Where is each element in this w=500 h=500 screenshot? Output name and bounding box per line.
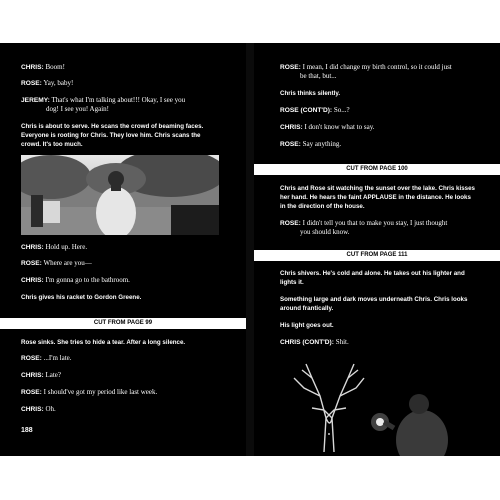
dialogue-line: CHRIS: Late? xyxy=(21,371,62,379)
stage-direction: Chris thinks silently. xyxy=(280,90,341,97)
dialogue-line: CHRIS (CONT'D): Shit. xyxy=(280,338,349,346)
dialogue-line: ROSE: I mean, I did change my birth control, so it could just xyxy=(280,63,452,71)
dialogue-line: ROSE: ...I'm late. xyxy=(21,354,72,362)
cut-from-page-banner: CUT FROM PAGE 100 xyxy=(254,164,500,175)
dialogue-line: ROSE: I didn't tell you that to make you stay, I just thought xyxy=(280,219,448,227)
cut-from-page-banner: CUT FROM PAGE 99 xyxy=(0,318,246,329)
dialogue-line: JEREMY: That's what I'm talking about!!! Okay, I see you xyxy=(21,96,186,104)
stage-direction: Everyone is rooting for Chris. They love him. Chris scans the xyxy=(21,132,201,139)
dark-scene-photo xyxy=(254,348,500,456)
dialogue-line-continued: you should know. xyxy=(300,228,350,236)
dialogue-line: ROSE: Where are you— xyxy=(21,259,92,267)
cut-from-page-banner: CUT FROM PAGE 111 xyxy=(254,250,500,261)
dialogue-line: ROSE: Say anything. xyxy=(280,140,342,148)
dialogue-line: CHRIS: Oh. xyxy=(21,405,56,413)
stage-direction: Something large and dark moves underneath Chris. Chris looks xyxy=(280,296,468,303)
dialogue-line-continued: be that, but... xyxy=(300,72,337,80)
right-page xyxy=(254,43,500,456)
dialogue-line: CHRIS: Hold up. Here. xyxy=(21,243,88,251)
film-still-photo xyxy=(21,155,219,235)
left-page xyxy=(0,43,246,456)
stage-direction: her hand. He hears the faint APPLAUSE in the distance. He looks xyxy=(280,194,471,201)
stage-direction: Chris shivers. He's cold and alone. He takes out his lighter and xyxy=(280,270,465,277)
dialogue-line-continued: dog! I see you! Again! xyxy=(46,105,109,113)
stage-direction: Rose sinks. She tries to hide a tear. After a long silence. xyxy=(21,339,186,346)
stage-direction: Chris and Rose sit watching the sunset over the lake. Chris kisses xyxy=(280,185,475,192)
lighter-flame xyxy=(376,418,384,426)
stage-direction: His light goes out. xyxy=(280,322,334,329)
stage-direction: in the direction of the house. xyxy=(280,203,365,210)
stage-direction: around frantically. xyxy=(280,305,334,312)
film-still-illustration xyxy=(21,155,219,235)
dialogue-line: CHRIS: I'm gonna go to the bathroom. xyxy=(21,276,130,284)
dialogue-line: CHRIS: I don't know what to say. xyxy=(280,123,375,131)
dialogue-line: ROSE: Yay, baby! xyxy=(21,79,74,87)
stage-direction: Chris is about to serve. He scans the crowd of beaming faces. xyxy=(21,123,204,130)
dark-scene-illustration xyxy=(254,348,500,456)
stage-direction: Chris gives his racket to Gordon Greene. xyxy=(21,294,142,301)
page-number: 188 xyxy=(21,427,33,434)
book-gutter xyxy=(246,43,254,456)
stage-direction: crowd. It's too much. xyxy=(21,141,83,148)
dialogue-line: ROSE: I should've got my period like last week. xyxy=(21,388,158,396)
dialogue-line: ROSE (CONT'D): So...? xyxy=(280,106,350,114)
dialogue-line: CHRIS: Boom! xyxy=(21,63,65,71)
book-spread xyxy=(0,43,500,456)
stage-direction: lights it. xyxy=(280,279,304,286)
